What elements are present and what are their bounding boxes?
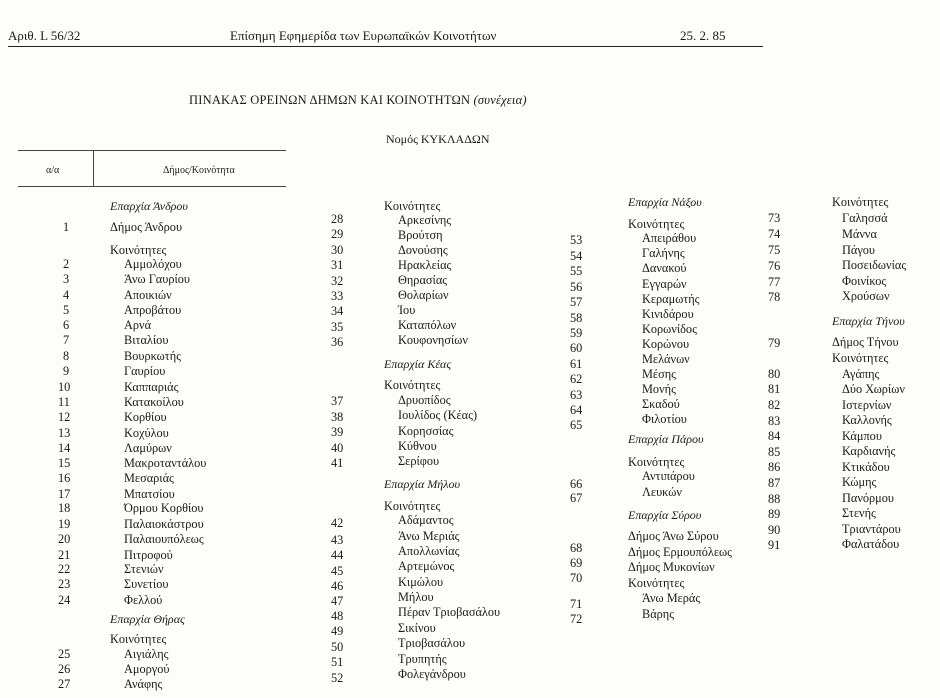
entry-name: Δήμος Τήνου: [832, 335, 899, 349]
entry-number: 34: [331, 304, 344, 318]
entry-number: 45: [331, 564, 344, 578]
entry-name: Κατακοίλου: [124, 395, 184, 409]
entry-number: 16: [58, 471, 71, 485]
entry-number: 66: [570, 477, 583, 491]
entry-number: 62: [570, 372, 583, 386]
entry-number: 84: [768, 429, 781, 443]
communities-heading: Κοινότητες: [384, 378, 441, 392]
entry-name: Παλαιοκάστρου: [124, 517, 204, 531]
entry-name: Δήμος Ερμουπόλεως: [628, 545, 732, 559]
entry-name: Κοχύλου: [124, 426, 169, 440]
entry-name: Αντιπάρου: [642, 469, 695, 483]
title-main: ΠΙΝΑΚΑΣ ΟΡΕΙΝΩΝ ΔΗΜΩΝ ΚΑΙ ΚΟΙΝΟΤΗΤΩΝ: [189, 93, 471, 107]
communities-heading: Κοινότητες: [832, 195, 889, 209]
entry-name: Βάρης: [642, 607, 675, 621]
header-journal-title: Επίσημη Εφημερίδα των Ευρωπαϊκών Κοινοτήτων: [230, 28, 497, 43]
entry-name: Κορησσίας: [398, 424, 454, 438]
entry-name: Μελάνων: [642, 352, 690, 366]
entry-name: Αγάπης: [842, 367, 880, 381]
entry-name: Δήμος Άνδρου: [110, 220, 183, 234]
entry-name: Αρκεσίνης: [398, 213, 452, 227]
entry-number: 18: [58, 501, 71, 515]
entry-name: Τριαντάρου: [842, 522, 901, 536]
entry-number: 57: [570, 295, 583, 309]
entry-number: 52: [331, 671, 344, 685]
entry-number: 48: [331, 609, 344, 623]
entry-name: Δήμος Μυκονίων: [628, 560, 715, 574]
communities-heading: Κοινότητες: [628, 576, 685, 590]
district-heading: Επαρχία Πάρου: [628, 432, 704, 446]
entry-number: 37: [331, 394, 344, 408]
entry-name: Κορώνου: [642, 337, 690, 351]
entry-name: Δονούσης: [398, 243, 448, 257]
district-heading: Επαρχία Θήρας: [110, 612, 185, 626]
entry-name: Αρνά: [124, 318, 152, 332]
entry-number: 7: [63, 333, 70, 347]
entry-name: Πέραν Τριοβασάλου: [398, 605, 501, 619]
entry-number: 38: [331, 410, 344, 424]
entry-name: Θολαρίων: [398, 288, 449, 302]
entry-name: Σκαδού: [642, 397, 680, 411]
district-heading: Επαρχία Κέας: [384, 357, 452, 371]
communities-heading: Κοινότητες: [628, 217, 685, 231]
entry-name: Ανάφης: [124, 677, 163, 691]
prefecture-heading: Νομός ΚΥΚΛΑΔΩΝ: [386, 132, 490, 146]
entry-name: Βρούτση: [398, 228, 443, 242]
entry-name: Ίου: [398, 303, 416, 317]
entry-number: 21: [58, 548, 71, 562]
entry-name: Κιμώλου: [398, 575, 444, 589]
entry-name: Μέσης: [642, 367, 677, 381]
entry-number: 56: [570, 280, 583, 294]
entry-number: 43: [331, 533, 344, 547]
entry-name: Κύθνου: [398, 439, 437, 453]
entry-name: Ιστερνίων: [842, 398, 892, 412]
entry-number: 68: [570, 541, 583, 555]
entry-number: 77: [768, 275, 781, 289]
entry-number: 72: [570, 612, 583, 626]
entry-name: Σερίφου: [398, 454, 440, 468]
entry-name: Κουφονησίων: [398, 333, 468, 347]
entry-name: Λαμύρων: [124, 441, 172, 455]
entry-name: Αμμολόχου: [124, 257, 182, 271]
entry-number: 28: [331, 212, 344, 226]
title-continued: (συνέχεια): [473, 93, 527, 107]
entry-name: Κορωνίδος: [642, 322, 697, 336]
entry-name: Όρμου Κορθίου: [124, 501, 204, 515]
entry-name: Άνω Μεριάς: [398, 529, 460, 543]
page-title: [189, 93, 527, 108]
entry-number: 49: [331, 624, 344, 638]
entry-number: 81: [768, 382, 781, 396]
entry-number: 22: [58, 562, 71, 576]
entry-number: 54: [570, 249, 583, 263]
entry-number: 46: [331, 579, 344, 593]
entry-number: 25: [58, 647, 71, 661]
entry-number: 4: [63, 288, 70, 302]
entry-name: Αρτεμώνος: [398, 559, 455, 573]
entry-name: Μάννα: [842, 227, 877, 241]
entry-name: Μεσαριάς: [124, 471, 174, 485]
entry-number: 30: [331, 243, 344, 257]
entry-name: Συνετίου: [124, 577, 169, 591]
entry-name: Χρούσων: [842, 289, 890, 303]
entry-name: Αποικιών: [124, 288, 172, 302]
entry-number: 39: [331, 425, 344, 439]
entry-number: 20: [58, 532, 71, 546]
district-heading: Επαρχία Άνδρου: [110, 199, 188, 213]
entry-number: 50: [331, 640, 344, 654]
table-header-rule: [18, 186, 286, 187]
entry-number: 65: [570, 418, 583, 432]
entry-number: 3: [63, 272, 70, 286]
entry-number: 14: [58, 441, 71, 455]
district-heading: Επαρχία Σύρου: [628, 508, 702, 522]
entry-number: 17: [58, 487, 71, 501]
entry-number: 82: [768, 398, 781, 412]
entry-number: 67: [570, 491, 583, 505]
communities-heading: Κοινότητες: [384, 199, 441, 213]
entry-name: Δανακού: [642, 261, 687, 275]
entry-name: Δρυοπίδος: [398, 393, 451, 407]
entry-name: Δήμος Άνω Σύρου: [628, 529, 719, 543]
communities-heading: Κοινότητες: [832, 351, 889, 365]
communities-heading: Κοινότητες: [110, 243, 167, 257]
entry-number: 10: [58, 380, 71, 394]
entry-name: Μονής: [642, 382, 676, 396]
table-top-rule: [18, 150, 286, 151]
header-rule: [8, 46, 763, 47]
entry-name: Αιγιάλης: [124, 647, 169, 661]
entry-name: Γαλησσά: [842, 211, 888, 225]
entry-name: Γαυρίου: [124, 364, 166, 378]
entry-name: Τριοβασάλου: [398, 636, 466, 650]
entry-name: Κορθίου: [124, 410, 167, 424]
entry-number: 61: [570, 357, 583, 371]
entry-name: Βιταλίου: [124, 333, 169, 347]
entry-number: 55: [570, 264, 583, 278]
entry-number: 85: [768, 445, 781, 459]
entry-number: 44: [331, 548, 344, 562]
entry-number: 91: [768, 538, 781, 552]
entry-number: 1: [63, 220, 70, 234]
entry-number: 15: [58, 456, 71, 470]
entry-number: 87: [768, 476, 781, 490]
entry-name: Γαλήνης: [642, 246, 685, 260]
entry-number: 80: [768, 367, 781, 381]
entry-number: 51: [331, 655, 344, 669]
entry-number: 64: [570, 403, 583, 417]
district-heading: Επαρχία Νάξου: [628, 195, 702, 209]
entry-name: Σικίνου: [398, 621, 436, 635]
entry-number: 12: [58, 410, 71, 424]
entry-number: 73: [768, 211, 781, 225]
entry-name: Απροβάτου: [124, 303, 182, 317]
entry-number: 47: [331, 594, 344, 608]
entry-number: 36: [331, 335, 344, 349]
entry-number: 63: [570, 388, 583, 402]
entry-number: 23: [58, 577, 71, 591]
entry-number: 41: [331, 456, 344, 470]
entry-number: 6: [63, 318, 70, 332]
entry-number: 79: [768, 336, 781, 350]
entry-name: Άνω Γαυρίου: [124, 272, 191, 286]
entry-number: 31: [331, 258, 344, 272]
entry-number: 32: [331, 274, 344, 288]
communities-heading: Κοινότητες: [110, 632, 167, 646]
entry-name: Αδάμαντος: [398, 513, 454, 527]
entry-name: Άνω Μεράς: [642, 591, 701, 605]
entry-number: 90: [768, 523, 781, 537]
entry-number: 60: [570, 341, 583, 355]
entry-number: 58: [570, 311, 583, 325]
table-column-divider: [93, 150, 94, 186]
entry-name: Πιτροφού: [124, 548, 173, 562]
entry-number: 74: [768, 227, 781, 241]
entry-name: Ποσειδωνίας: [842, 258, 907, 272]
entry-name: Παλαιουπόλεως: [124, 532, 204, 546]
entry-name: Στενής: [842, 506, 876, 520]
entry-number: 13: [58, 426, 71, 440]
entry-number: 59: [570, 326, 583, 340]
entry-name: Ηρακλείας: [398, 258, 452, 272]
entry-name: Τρυπητής: [398, 652, 447, 666]
entry-number: 26: [58, 662, 71, 676]
entry-name: Αμοργού: [124, 662, 170, 676]
entry-number: 40: [331, 441, 344, 455]
entry-number: 5: [63, 303, 70, 317]
column-header-name: Δήμος/Κοινότητα: [163, 165, 235, 176]
district-heading: Επαρχία Μήλου: [384, 477, 460, 491]
entry-number: 42: [331, 516, 344, 530]
district-heading: Επαρχία Τήνου: [832, 314, 905, 328]
entry-name: Κτικάδου: [842, 460, 890, 474]
entry-name: Δύο Χωρίων: [842, 382, 905, 396]
entry-number: 9: [63, 364, 70, 378]
entry-name: Εγγαρών: [642, 277, 687, 291]
entry-name: Απολλωνίας: [398, 544, 460, 558]
entry-number: 78: [768, 290, 781, 304]
entry-number: 86: [768, 460, 781, 474]
entry-number: 53: [570, 233, 583, 247]
entry-name: Στενιών: [124, 562, 164, 576]
entry-name: Κώμης: [842, 475, 877, 489]
entry-number: 33: [331, 289, 344, 303]
entry-name: Θηρασίας: [398, 273, 448, 287]
header-date: 25. 2. 85: [680, 28, 726, 43]
entry-name: Φιλοτίου: [642, 412, 687, 426]
entry-number: 69: [570, 556, 583, 570]
entry-name: Καρδιανής: [842, 444, 896, 458]
communities-heading: Κοινότητες: [384, 499, 441, 513]
header-issue-number: Αριθ. L 56/32: [8, 28, 81, 43]
entry-number: 24: [58, 593, 71, 607]
entry-name: Κάμπου: [842, 429, 882, 443]
entry-number: 89: [768, 507, 781, 521]
entry-name: Φελλού: [124, 593, 163, 607]
entry-name: Απειράθου: [642, 231, 697, 245]
entry-number: 76: [768, 259, 781, 273]
entry-name: Φολεγάνδρου: [398, 667, 466, 681]
entry-name: Κεραμωτής: [642, 292, 700, 306]
entry-number: 19: [58, 517, 71, 531]
entry-name: Μακροταντάλου: [124, 456, 207, 470]
entry-name: Πάγου: [842, 243, 875, 257]
communities-heading: Κοινότητες: [628, 455, 685, 469]
entry-number: 35: [331, 320, 344, 334]
entry-name: Καταπόλων: [398, 318, 457, 332]
entry-name: Καππαριάς: [124, 380, 179, 394]
entry-number: 29: [331, 227, 344, 241]
entry-name: Βουρκωτής: [124, 349, 181, 363]
column-header-number: α/α: [46, 165, 60, 176]
entry-number: 11: [58, 395, 70, 409]
entry-number: 8: [63, 349, 70, 363]
entry-name: Λευκών: [642, 485, 682, 499]
entry-name: Μήλου: [398, 590, 434, 604]
entry-name: Κινιδάρου: [642, 307, 694, 321]
entry-number: 2: [63, 257, 70, 271]
entry-name: Καλλονής: [842, 413, 892, 427]
entry-name: Φαλατάδου: [842, 537, 900, 551]
entry-name: Μπατσίου: [124, 487, 175, 501]
entry-number: 83: [768, 414, 781, 428]
entry-number: 71: [570, 597, 583, 611]
entry-number: 70: [570, 571, 583, 585]
entry-number: 75: [768, 243, 781, 257]
entry-number: 27: [58, 677, 71, 691]
entry-number: 88: [768, 492, 781, 506]
entry-name: Φοινίκος: [842, 274, 887, 288]
entry-name: Πανόρμου: [842, 491, 894, 505]
entry-name: Ιουλίδος (Κέας): [398, 408, 478, 422]
